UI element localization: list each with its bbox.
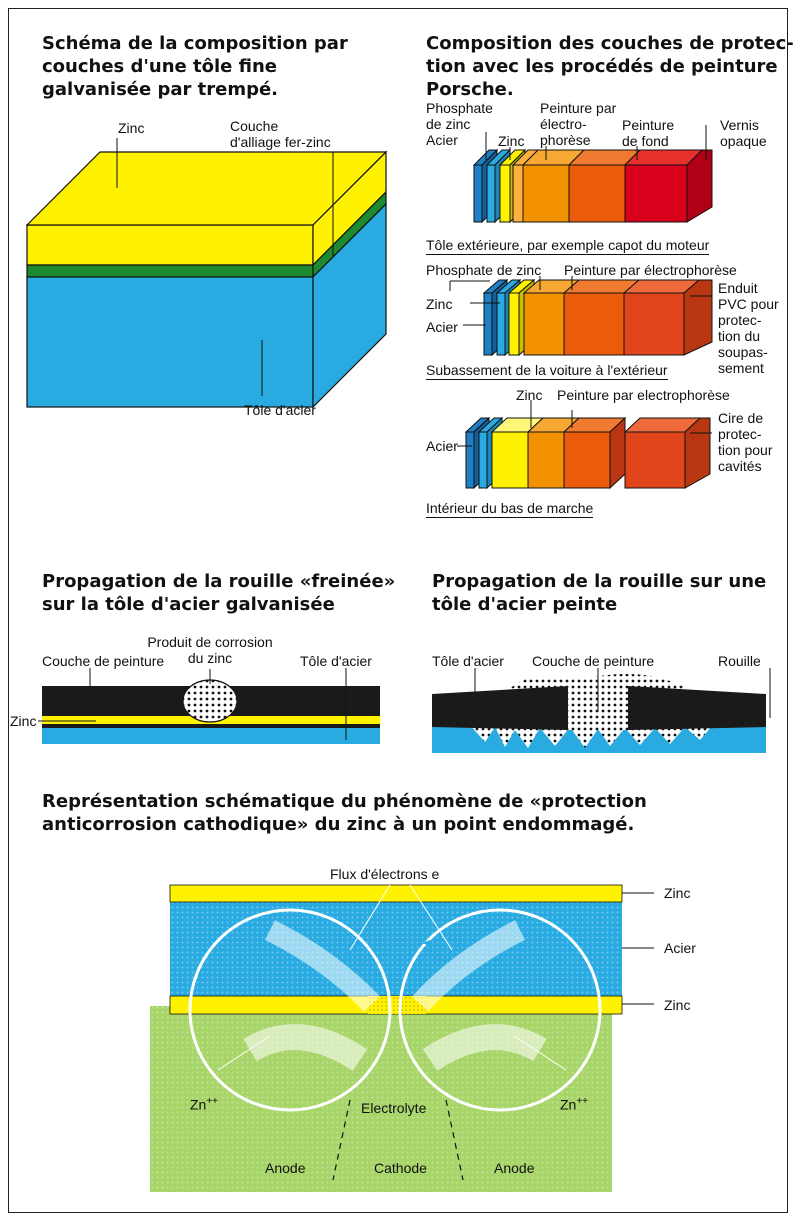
- zn-ion-right-label: Zn++: [560, 1096, 589, 1113]
- section2-title: Composition des couches de protec- tion avec les procédés de peinture Porsche.: [426, 33, 794, 100]
- galvanized-rust-diagram: [38, 668, 380, 744]
- hood-zinc-label: Zinc: [498, 133, 525, 149]
- galv-zinc-label: Zinc: [10, 713, 37, 729]
- block-zinc-label: Zinc: [118, 120, 145, 136]
- galv-paint-layer-label: Couche de peinture: [42, 653, 165, 669]
- underbody-pvc-label: Enduit PVC pour protec- tion du soupas- sement: [718, 280, 779, 376]
- hood-primer-label: Peinture de fond: [622, 117, 675, 149]
- rocker-layers-block: [457, 400, 712, 488]
- cathodic-steel-label: Acier: [664, 940, 696, 956]
- rocker-electrophoresis-label: Peinture par electrophorèse: [557, 387, 730, 403]
- painted-steel-label: Tôle d'acier: [432, 653, 504, 669]
- painted-paint-layer-label: Couche de peinture: [532, 653, 655, 669]
- block-steel-label: Tôle d'acier: [244, 402, 316, 418]
- galv-steel-label: Tôle d'acier: [300, 653, 372, 669]
- painted-rust-diagram: [432, 668, 770, 753]
- rust-label: Rouille: [718, 653, 761, 669]
- block-alloy-label: Couche d'alliage fer-zinc: [230, 118, 331, 150]
- underbody-steel-label: Acier: [426, 319, 458, 335]
- section3-title: Propagation de la rouille «freinée» sur la tôle d'acier galvanisée: [42, 571, 396, 615]
- zn-ion-left-charge: ++: [206, 1096, 219, 1107]
- underbody-layers-block: [450, 276, 712, 355]
- cathode-label: Cathode: [374, 1160, 427, 1176]
- rocker-zinc-label: Zinc: [516, 387, 543, 403]
- anode-left-label: Anode: [265, 1160, 306, 1176]
- hood-varnish-label: Vernis opaque: [720, 117, 767, 149]
- electrolyte-label: Electrolyte: [361, 1100, 427, 1116]
- block-zinc-front: [27, 225, 313, 265]
- rocker-caption: Intérieur du bas de marche: [426, 500, 594, 516]
- underbody-electrophoresis-label: Peinture par électrophorèse: [564, 262, 737, 278]
- corrosion-product-label: Produit de corrosion du zinc: [147, 634, 273, 666]
- rocker-wax-label: Cire de protec- tion pour cavités: [718, 410, 773, 474]
- section1-title: Schéma de la composition par couches d'une tôle fine galvanisée par trempé.: [42, 33, 348, 100]
- hood-caption: Tôle extérieure, par exemple capot du moteur: [426, 237, 710, 253]
- rocker-steel-label: Acier: [426, 438, 458, 454]
- hood-phosphate-steel-label: Phosphate de zinc Acier: [426, 100, 493, 148]
- galvanized-sheet-block: [27, 138, 386, 407]
- section5-title: Représentation schématique du phénomène de «protection anticorrosion cathodique» du zinc à un point endommagé.: [42, 791, 647, 835]
- zn-ion-right-charge: ++: [576, 1096, 589, 1107]
- anode-right-label: Anode: [494, 1160, 535, 1176]
- hood-electrophoresis-label: Peinture par électro- phorèse: [540, 100, 617, 148]
- block-alloy-front: [27, 265, 313, 277]
- underbody-phosphate-label: Phosphate de zinc: [426, 262, 542, 278]
- cathodic-zinc-top-label: Zinc: [664, 885, 691, 901]
- underbody-caption: Subassement de la voiture à l'extérieur: [426, 362, 668, 378]
- electron-flow-label: Flux d'électrons e: [330, 866, 440, 882]
- cathodic-protection-diagram: [150, 885, 654, 1192]
- block-steel-front: [27, 277, 313, 407]
- cathodic-zinc-bottom-label: Zinc: [664, 997, 691, 1013]
- underbody-zinc-label: Zinc: [426, 296, 453, 312]
- zn-ion-left-label: Zn++: [190, 1096, 219, 1113]
- section4-title: Propagation de la rouille sur une tôle d'acier peinte: [432, 571, 767, 615]
